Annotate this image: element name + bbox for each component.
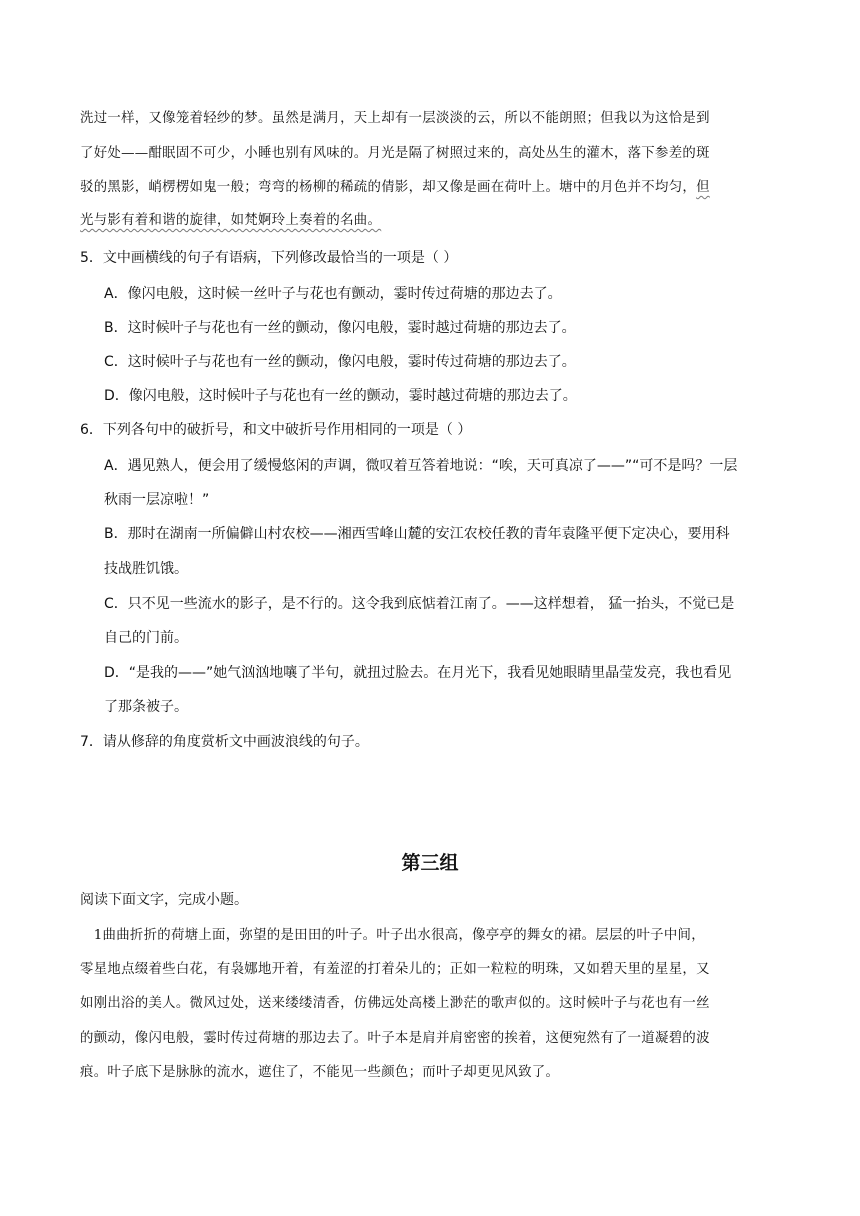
section-intro: 阅读下面文字，完成小题。 [80, 892, 248, 908]
question-5-stem: 5．文中画横线的句子有语病，下列修改最恰当的一项是（ ） [80, 250, 458, 266]
section-paragraph-line-4: 的颤动，像闪电般，霎时传过荷塘的那边去了。叶子本是肩并肩密密的挨着，这便宛然有了一道凝碧的波 [80, 1031, 710, 1046]
question-6-option-d-line-2: 了那条被子。 [104, 699, 188, 715]
question-5-option-c: C．这时候叶子与花也有一丝的颤动，像闪电般，霎时传过荷塘的那边去了。 [104, 354, 576, 370]
question-6-option-c-line-1: C．只不见一些流水的影子，是不行的。这令我到底惦着江南了。——这样想着， 猛一抬头，不觉已是 [104, 596, 735, 612]
question-6-option-b-line-1: B．那时在湖南一所偏僻山村农校——湘西雪峰山麓的安江农校任教的青年袁隆平便下定决心，要用科 [104, 526, 730, 542]
section-paragraph-line-5: 痕。叶子底下是脉脉的流水，遮住了，不能见一些颜色；而叶子却更见风致了。 [80, 1065, 560, 1080]
question-6-option-c-line-2: 自己的门前。 [104, 630, 188, 646]
question-6-option-d-line-1: D．“是我的——”她气汹汹地嚷了半句，就扭过脸去。在月光下，我看见她眼睛里晶莹发亮，我也看见 [104, 665, 732, 681]
section-title: 第三组 [401, 852, 459, 874]
section-paragraph-line-2: 零星地点缀着些白花，有袅娜地开着，有羞涩的打着朵儿的；正如一粒粒的明珠，又如碧天里的星星，又 [80, 962, 710, 977]
wavy-underlined-text: 光与影有着和谐的旋律，如梵婀玲上奏着的名曲。 [80, 213, 382, 228]
passage-line-4 [80, 212, 381, 230]
wavy-underlined-text-start: 但 [696, 180, 710, 195]
section-paragraph-line-3: 如刚出浴的美人。微风过处，送来缕缕清香，仿佛远处高楼上渺茫的歌声似的。这时候叶子与花也有一丝 [80, 996, 710, 1011]
question-5-option-d: D．像闪电般，这时候叶子与花也有一丝的颤动，霎时越过荷塘的那边去了。 [104, 388, 577, 404]
passage-line-3-text: 驳的黑影，峭楞楞如鬼一般；弯弯的杨柳的稀疏的倩影，却又像是画在荷叶上。塘中的月色并不均匀， [80, 180, 697, 195]
passage-line-3 [80, 179, 710, 197]
question-6-option-a-line-1: A．遇见熟人，便会用了缓慢悠闲的声调，微叹着互答着地说：“唉，天可真凉了——”“可不是吗？一层 [104, 458, 738, 474]
question-6-stem: 6．下列各句中的破折号，和文中破折号作用相同的一项是（ ） [80, 422, 472, 438]
passage-line-2: 了好处——酣眠固不可少，小睡也别有风味的。月光是隔了树照过来的，高处丛生的灌木，落下参差的斑 [80, 146, 710, 161]
passage-line-1: 洗过一样，又像笼着轻纱的梦。虽然是满月，天上却有一层淡淡的云，所以不能朗照；但我以为这恰是到 [80, 111, 710, 126]
question-6-option-b-line-2: 技战胜饥饿。 [104, 561, 188, 577]
question-6-option-a-line-2: 秋雨一层凉啦！” [104, 492, 210, 508]
question-7-stem: 7．请从修辞的角度赏析文中画波浪线的句子。 [80, 734, 369, 750]
section-paragraph-line-1: 1曲曲折折的荷塘上面，弥望的是田田的叶子。叶子出水很高，像亭亭的舞女的裙。层层的叶子中间， [80, 928, 705, 943]
question-5-option-b: B．这时候叶子与花也有一丝的颤动，像闪电般，霎时越过荷塘的那边去了。 [104, 320, 576, 336]
question-5-option-a: A．像闪电般，这时候一丝叶子与花也有颤动，霎时传过荷塘的那边去了。 [104, 286, 562, 302]
